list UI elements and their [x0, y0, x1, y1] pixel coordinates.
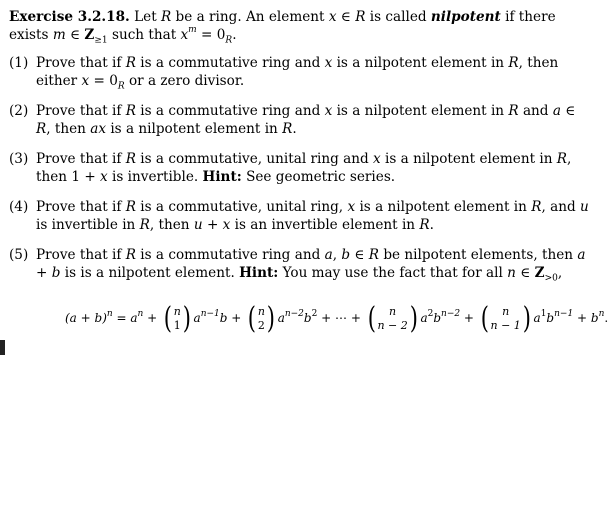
part-text: be nilpotent elements, then: [379, 247, 578, 263]
ring-symbol: R: [139, 217, 150, 233]
m-symbol: m: [52, 27, 66, 43]
part-text: is a commutative, unital ring and: [135, 151, 374, 167]
equals-zero: = 0: [89, 73, 118, 89]
element-symbol: x: [373, 151, 381, 167]
part-text: , then: [149, 217, 194, 233]
element-symbol: x: [81, 73, 90, 89]
term-b: b: [303, 311, 312, 325]
formula-dots: + ⋯ +: [317, 311, 365, 325]
binom-bottom: 1: [173, 318, 181, 332]
term-b: b: [590, 311, 599, 325]
in-symbol: ∈: [515, 265, 535, 281]
ring-symbol: R: [125, 247, 136, 263]
hint-text: See geometric series.: [241, 169, 396, 185]
part-number: (3): [9, 151, 29, 167]
element-symbol: x: [180, 27, 189, 43]
element-symbol: x: [98, 121, 107, 137]
in-symbol: ∈: [560, 103, 576, 119]
intro-text: Let: [134, 9, 161, 25]
ring-symbol: R: [508, 103, 519, 119]
part-text: is a commutative, unital ring,: [135, 199, 348, 215]
part-text: is a commutative ring and: [135, 55, 325, 71]
part-text: is a nilpotent element in: [355, 199, 532, 215]
ring-symbol: R: [36, 121, 47, 137]
part-text: and: [518, 103, 553, 119]
formula-plus: +: [460, 311, 478, 325]
binom-top: n: [257, 304, 265, 318]
margin-marker: [0, 340, 5, 355]
plus-symbol: +: [36, 265, 52, 281]
formula-exponent: n: [137, 309, 144, 319]
term-a: a: [420, 311, 428, 325]
ring-symbol: R: [125, 103, 136, 119]
part-text: Prove that if: [36, 103, 126, 119]
ring-symbol: R: [125, 151, 136, 167]
part-text: is a nilpotent element in: [332, 103, 509, 119]
in-symbol: ∈: [336, 9, 356, 25]
ring-symbol: R: [419, 217, 430, 233]
term-a: a: [193, 311, 201, 325]
intro-text: if there exists: [9, 9, 556, 43]
part-text: is a commutative ring and: [135, 103, 325, 119]
nilpotent-term: nilpotent: [430, 9, 501, 25]
part-5: [9, 246, 608, 338]
formula-plus: +: [143, 311, 162, 325]
formula-exponent: n: [106, 309, 113, 319]
a-symbol: a: [324, 247, 333, 263]
integers-subscript: ≥1: [94, 35, 108, 46]
part-text: is a nilpotent element in: [332, 55, 509, 71]
zero-subscript: R: [117, 81, 125, 92]
hint-label: Hint:: [202, 169, 242, 185]
term-exponent: 2: [311, 309, 318, 319]
period: .: [429, 217, 434, 233]
hint-text: You may use the fact that for all: [278, 265, 508, 281]
element-symbol: x: [324, 55, 333, 71]
formula-eq: = a: [112, 311, 138, 325]
part-text: , then: [36, 151, 572, 185]
zero-subscript: R: [225, 35, 233, 46]
ring-symbol: R: [160, 9, 172, 25]
part-text: Prove that if: [36, 247, 126, 263]
part-text: , and: [541, 199, 581, 215]
intro-text: is called: [365, 9, 431, 25]
binomial-formula: [9, 298, 608, 338]
ring-symbol: R: [355, 9, 366, 25]
a-symbol: a: [577, 247, 586, 263]
term-exponent: n−1: [554, 309, 574, 319]
a-symbol: a: [552, 103, 561, 119]
part-4: [9, 198, 589, 234]
element-symbol: x: [328, 9, 337, 25]
integers-symbol: Z: [534, 265, 545, 281]
term-a: a: [277, 311, 285, 325]
binom-top: n: [389, 304, 397, 318]
exercise-label: Exercise 3.2.18.: [9, 9, 130, 25]
binomial-coefficient: ( n 2 ): [247, 300, 275, 336]
exercise-parts: [9, 54, 608, 338]
period: .: [232, 27, 237, 43]
part-text: Prove that if: [36, 151, 126, 167]
period: .: [292, 121, 297, 137]
part-2: [9, 102, 589, 138]
formula-lhs: (a + b): [65, 311, 107, 325]
binomial-coefficient: ( n n − 2 ): [367, 300, 418, 336]
ring-symbol: R: [368, 247, 380, 263]
part-3: [9, 150, 589, 186]
in-symbol: ∈: [350, 247, 369, 263]
term-exponent: 1: [540, 309, 547, 319]
formula-plus: +: [573, 311, 591, 325]
part-text: is: [60, 265, 77, 281]
formula-plus: +: [227, 311, 246, 325]
part-text: , then: [46, 121, 91, 137]
part-text: is a nilpotent element.: [80, 265, 240, 281]
term-b: b: [219, 311, 228, 325]
part-text: Prove that if: [36, 55, 126, 71]
part-number: (1): [9, 55, 29, 71]
a-symbol: a: [90, 121, 99, 137]
part-number: (5): [9, 247, 29, 263]
part-text: or a zero divisor.: [124, 73, 245, 89]
ring-symbol: R: [125, 55, 136, 71]
integers-subscript: >0: [544, 273, 558, 284]
binom-bottom: n − 1: [490, 318, 521, 332]
part-text: is an invertible element in: [230, 217, 420, 233]
comma: ,: [557, 265, 563, 281]
part-number: (4): [9, 199, 29, 215]
element-symbol: x: [347, 199, 356, 215]
ring-symbol: R: [508, 55, 519, 71]
part-text: , then either: [36, 55, 559, 89]
ring-symbol: R: [125, 199, 136, 215]
part-number: (2): [9, 103, 29, 119]
integers-symbol: Z: [84, 27, 95, 43]
binom-top: n: [173, 304, 181, 318]
ring-symbol: R: [282, 121, 293, 137]
comma: ,: [332, 247, 342, 263]
part-text: is invertible.: [107, 169, 203, 185]
ring-symbol: R: [531, 199, 542, 215]
term-exponent: n−1: [200, 309, 220, 319]
element-symbol: x: [222, 217, 231, 233]
term-exponent: n−2: [441, 309, 461, 319]
intro-text: be a ring. An element: [171, 9, 329, 25]
part-1: [9, 54, 589, 90]
term-b: b: [546, 311, 555, 325]
u-symbol: u: [193, 217, 203, 233]
power-m: m: [188, 25, 197, 36]
part-text: is a nilpotent element in: [380, 151, 557, 167]
binomial-coefficient: ( n n − 1 ): [480, 300, 531, 336]
term-exponent: n−2: [284, 309, 304, 319]
binom-bottom: 2: [257, 318, 265, 332]
binom-top: n: [502, 304, 510, 318]
equals-zero: = 0: [196, 27, 226, 43]
element-symbol: x: [100, 169, 108, 185]
binom-bottom: n − 2: [377, 318, 408, 332]
term-exponent: 2: [427, 309, 434, 319]
plus-symbol: +: [202, 217, 223, 233]
binomial-coefficient: ( n 1 ): [163, 300, 191, 336]
term-b: b: [433, 311, 442, 325]
n-symbol: n: [507, 265, 516, 281]
element-symbol: x: [324, 103, 333, 119]
document-page: [9, 8, 608, 350]
one-plus: 1 +: [71, 169, 101, 185]
intro-text: such that: [107, 27, 181, 43]
part-text: is a nilpotent element in: [106, 121, 283, 137]
b-symbol: b: [341, 247, 351, 263]
part-text: is invertible in: [36, 217, 140, 233]
u-symbol: u: [580, 199, 589, 215]
term-a: a: [533, 311, 541, 325]
hint-label: Hint:: [239, 265, 279, 281]
exercise-intro: [9, 8, 589, 44]
b-symbol: b: [51, 265, 61, 281]
ring-symbol: R: [556, 151, 568, 167]
term-exponent: n: [598, 309, 605, 319]
in-symbol: ∈: [65, 27, 85, 43]
period: .: [604, 311, 608, 325]
part-text: is a commutative ring and: [135, 247, 325, 263]
part-text: Prove that if: [36, 199, 126, 215]
